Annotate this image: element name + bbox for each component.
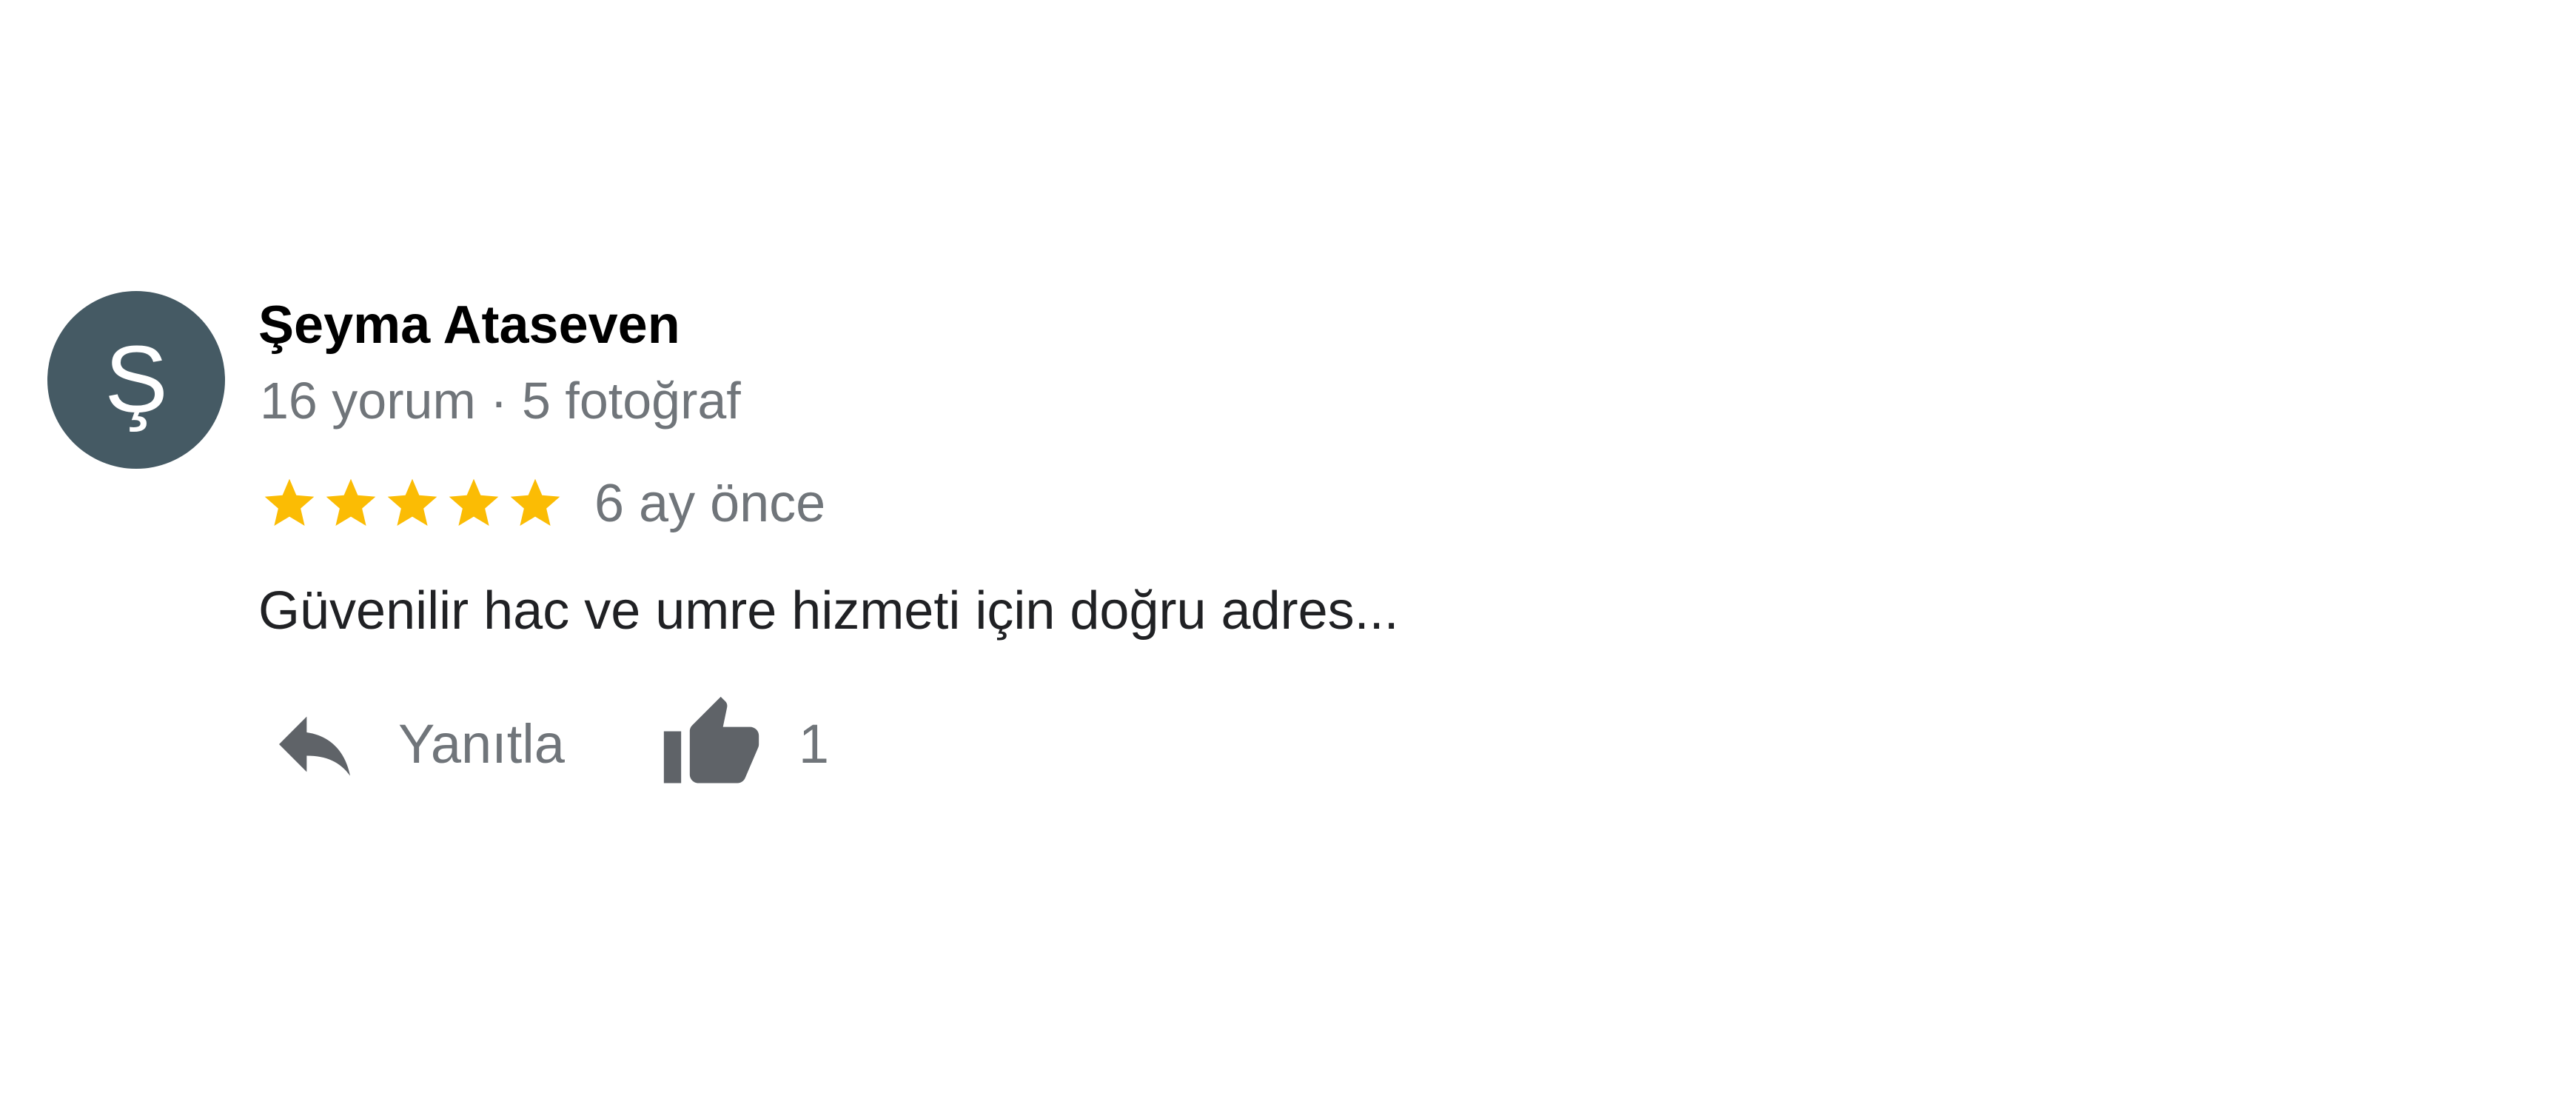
avatar[interactable]: Ş (47, 291, 225, 469)
thumbs-up-icon (660, 692, 763, 796)
rating-row (260, 467, 825, 541)
star-rating (260, 474, 567, 533)
star-filled-icon (444, 474, 503, 533)
like-count: 1 (798, 713, 830, 775)
author-name[interactable]: Şeyma Ataseven (258, 295, 680, 355)
review-text: Güvenilir hac ve umre hizmeti için doğru adres... (258, 581, 1399, 641)
author-meta: 16 yorum · 5 fotoğraf (260, 372, 741, 430)
reply-icon (267, 697, 362, 792)
star-filled-icon (260, 474, 319, 533)
star-filled-icon (321, 474, 380, 533)
review-actions (258, 689, 829, 800)
star-filled-icon (506, 474, 565, 533)
review-date: 6 ay önce (594, 474, 826, 533)
reply-button[interactable] (258, 697, 565, 792)
star-filled-icon (383, 474, 442, 533)
reply-label: Yanıtla (398, 713, 565, 775)
like-button[interactable] (660, 692, 829, 796)
